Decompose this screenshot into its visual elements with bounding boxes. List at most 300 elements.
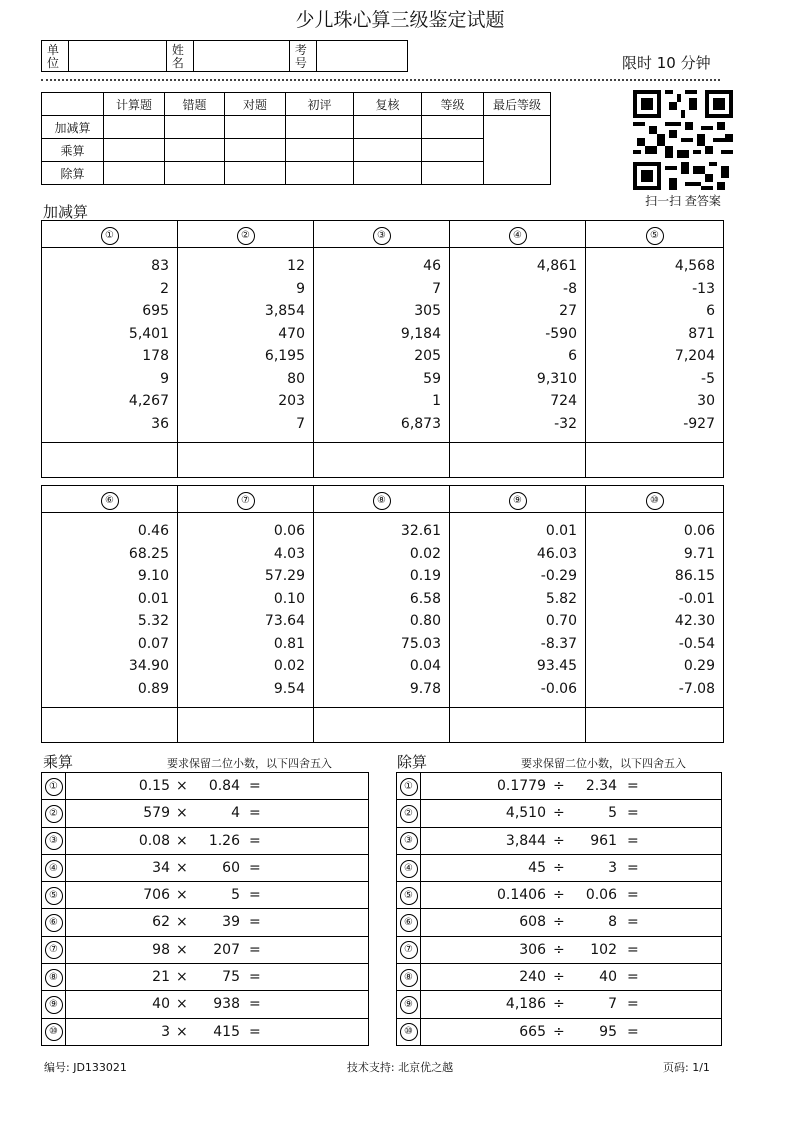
addend-value: 0.89: [137, 680, 169, 697]
score-table: [41, 92, 551, 185]
equals-sign: =: [627, 859, 639, 876]
problem-number-cell: [397, 964, 421, 991]
addend-value: 6: [706, 303, 715, 319]
qr-code-icon[interactable]: [633, 90, 733, 190]
score-header-cell: 错题: [165, 93, 225, 116]
number-column: [586, 513, 724, 708]
addend-value: 9.78: [409, 680, 441, 697]
problem-number-cell: [42, 800, 66, 827]
addend-value: 5,401: [128, 325, 169, 342]
expression-cell[interactable]: [421, 800, 722, 827]
problem-number-cell: [397, 1018, 421, 1045]
addend-value: 6.58: [409, 590, 441, 607]
addend-value: 7: [432, 280, 441, 297]
addend-value: 4,568: [674, 258, 715, 274]
problem-number-cell: [586, 486, 724, 513]
problem-number: ②: [237, 227, 255, 245]
equals-sign: =: [249, 859, 261, 876]
problem-number: ④: [45, 860, 63, 878]
equals-sign: =: [627, 941, 639, 958]
addend-value: 470: [278, 325, 305, 342]
operator-sign: ×: [176, 832, 188, 849]
expression-cell[interactable]: [421, 936, 722, 963]
addend-value: 0.01: [545, 523, 577, 539]
addend-value: 0.81: [273, 635, 305, 652]
score-cell[interactable]: [422, 116, 484, 139]
operand-a: 3: [161, 1023, 170, 1040]
score-header-cell: 对题: [225, 93, 286, 116]
division-row: [397, 1018, 722, 1045]
expression-cell[interactable]: [66, 773, 369, 800]
answer-cell[interactable]: [586, 443, 724, 478]
addend-value: 34.90: [128, 658, 169, 674]
expression-cell[interactable]: [66, 827, 369, 854]
problem-number: ⑦: [45, 941, 63, 959]
multiplication-row: [42, 882, 369, 909]
problem-number-cell: [178, 486, 314, 513]
division-section-label: 除算: [397, 753, 428, 771]
answer-cell[interactable]: [314, 708, 450, 743]
operator-sign: ÷: [553, 778, 565, 794]
operand-a: 62: [152, 914, 170, 931]
operator-sign: ÷: [553, 1023, 565, 1040]
addend-value: 46: [423, 258, 441, 274]
division-row: [397, 964, 722, 991]
footer-code: 编号: JD133021: [44, 1061, 127, 1074]
addend-value: 3,854: [264, 303, 305, 319]
problem-number: ⑦: [400, 941, 418, 959]
operator-sign: ÷: [553, 996, 565, 1013]
operator-sign: ÷: [553, 859, 565, 876]
problem-number: ⑧: [45, 969, 63, 987]
addend-value: 6: [568, 348, 577, 364]
addend-value: 4,861: [536, 258, 577, 274]
operand-a: 665: [519, 1023, 546, 1040]
problem-number: ③: [45, 832, 63, 850]
problem-number-cell: [42, 773, 66, 800]
addend-value: 80: [287, 370, 305, 387]
problem-number: ①: [400, 778, 418, 796]
answer-cell[interactable]: [178, 708, 314, 743]
expression-cell[interactable]: [421, 1018, 722, 1045]
equals-sign: =: [627, 832, 639, 849]
score-cell[interactable]: [104, 162, 165, 185]
problem-number: ①: [45, 778, 63, 796]
addend-value: 57.29: [264, 568, 305, 584]
operator-sign: ×: [176, 996, 188, 1013]
expression-cell[interactable]: [421, 882, 722, 909]
problem-number-cell: [450, 486, 586, 513]
name-label: 姓 名: [167, 41, 194, 71]
addend-value: 305: [414, 303, 441, 319]
problem-number-cell: [397, 773, 421, 800]
addend-value: 203: [278, 393, 305, 409]
operator-sign: ×: [176, 1023, 188, 1040]
problem-number-cell: [314, 221, 450, 248]
score-header-cell: 最后等级: [484, 93, 551, 116]
multiplication-row: [42, 800, 369, 827]
expression-cell[interactable]: [66, 964, 369, 991]
equals-sign: =: [627, 887, 639, 904]
problem-number-cell: [42, 854, 66, 881]
division-row: [397, 773, 722, 800]
addend-value: 7,204: [674, 348, 715, 364]
operand-a: 3,844: [505, 832, 546, 849]
score-cell[interactable]: [286, 116, 354, 139]
equals-sign: =: [627, 969, 639, 986]
problem-number: ⑨: [45, 996, 63, 1014]
score-cell[interactable]: [104, 116, 165, 139]
operand-b: 8: [608, 914, 617, 931]
problem-number-cell: [397, 827, 421, 854]
problem-number: ③: [400, 832, 418, 850]
multiplication-row: [42, 854, 369, 881]
score-cell[interactable]: [422, 139, 484, 162]
addend-value: 9,184: [400, 325, 441, 342]
problem-number-cell: [397, 909, 421, 936]
score-cell[interactable]: [286, 139, 354, 162]
answer-cell[interactable]: [586, 708, 724, 743]
addend-value: 5.32: [137, 613, 169, 629]
expression-cell[interactable]: [421, 909, 722, 936]
score-cell[interactable]: [354, 139, 422, 162]
equals-sign: =: [249, 887, 261, 904]
score-row-label: 乘算: [42, 139, 104, 162]
addend-value: 0.02: [409, 545, 441, 562]
operator-sign: ×: [176, 887, 188, 904]
equals-sign: =: [249, 914, 261, 931]
addend-value: 9.10: [137, 568, 169, 584]
equals-sign: =: [249, 805, 261, 822]
time-limit: 限时 10 分钟: [622, 54, 711, 72]
addend-value: 0.70: [545, 613, 577, 629]
footer-page: 页码: 1/1: [663, 1061, 710, 1074]
addend-value: 0.02: [273, 658, 305, 674]
problem-number: ②: [400, 805, 418, 823]
exam-no-field[interactable]: [317, 41, 407, 71]
answer-cell[interactable]: [42, 443, 178, 478]
problem-number-cell: [178, 221, 314, 248]
addend-value: 0.10: [273, 590, 305, 607]
addition-section-label: 加减算: [43, 203, 89, 221]
problem-number: ⑨: [509, 492, 527, 510]
operand-b: 95: [599, 1023, 617, 1040]
addend-value: 30: [697, 393, 715, 409]
operator-sign: ÷: [553, 941, 565, 958]
expression-cell[interactable]: [421, 827, 722, 854]
score-header-cell: [42, 93, 104, 116]
addend-value: 9: [160, 370, 169, 387]
operand-a: 0.15: [138, 778, 170, 794]
answer-cell[interactable]: [42, 708, 178, 743]
addend-value: 32.61: [400, 523, 441, 539]
expression-cell[interactable]: [66, 936, 369, 963]
problem-number: ⑥: [400, 914, 418, 932]
operand-a: 0.1779: [497, 778, 546, 794]
problem-number: ⑤: [400, 887, 418, 905]
score-cell[interactable]: [354, 162, 422, 185]
problem-number-cell: [450, 221, 586, 248]
problem-number: ⑥: [101, 492, 119, 510]
operand-b: 2.34: [585, 778, 617, 794]
score-cell[interactable]: [165, 139, 225, 162]
operand-a: 98: [152, 941, 170, 958]
equals-sign: =: [249, 941, 261, 958]
answer-cell[interactable]: [450, 708, 586, 743]
operator-sign: ÷: [553, 805, 565, 822]
problem-number: ②: [45, 805, 63, 823]
addend-value: 0.06: [273, 523, 305, 539]
name-field[interactable]: [194, 41, 290, 71]
answer-cell[interactable]: [314, 443, 450, 478]
addend-value: 9: [296, 280, 305, 297]
number-column: [178, 513, 314, 708]
problem-number-cell: [397, 882, 421, 909]
expression-cell[interactable]: [66, 854, 369, 881]
operand-b: 938: [213, 996, 240, 1013]
operator-sign: ×: [176, 859, 188, 876]
addend-value: 0.06: [683, 523, 715, 539]
problem-number: ①: [101, 227, 119, 245]
expression-cell[interactable]: [66, 800, 369, 827]
addend-value: 2: [160, 280, 169, 297]
expression-cell[interactable]: [66, 991, 369, 1018]
expression-cell[interactable]: [421, 854, 722, 881]
equals-sign: =: [627, 996, 639, 1013]
multiplication-row: [42, 827, 369, 854]
operator-sign: ×: [176, 805, 188, 822]
operand-b: 961: [590, 832, 617, 849]
operator-sign: ÷: [553, 887, 565, 904]
problem-number: ⑥: [45, 914, 63, 932]
operand-b: 4: [231, 805, 240, 822]
operand-a: 608: [519, 914, 546, 931]
equals-sign: =: [249, 996, 261, 1013]
division-note: 要求保留二位小数，以下四舍五入: [521, 757, 686, 770]
addend-value: -5: [701, 370, 715, 387]
multiplication-table: [41, 772, 369, 1046]
equals-sign: =: [249, 832, 261, 849]
score-row-label: 除算: [42, 162, 104, 185]
addend-value: 42.30: [674, 613, 715, 629]
addend-value: 9,310: [536, 370, 577, 387]
division-row: [397, 854, 722, 881]
info-box: [41, 40, 408, 72]
expression-cell[interactable]: [421, 964, 722, 991]
addend-value: 724: [550, 393, 577, 409]
operand-b: 3: [608, 859, 617, 876]
addend-value: 68.25: [128, 545, 169, 562]
unit-field[interactable]: [69, 41, 167, 71]
problem-number: ⑤: [45, 887, 63, 905]
operand-a: 34: [152, 859, 170, 876]
operand-b: 1.26: [208, 832, 240, 849]
operand-b: 415: [213, 1023, 240, 1040]
problem-number: ⑩: [646, 492, 664, 510]
addend-value: -13: [692, 280, 715, 297]
multiplication-row: [42, 909, 369, 936]
expression-cell[interactable]: [66, 909, 369, 936]
problem-number: ⑤: [646, 227, 664, 245]
addend-value: 27: [559, 303, 577, 319]
operator-sign: ÷: [553, 969, 565, 986]
addend-value: 0.01: [137, 590, 169, 607]
footer-support: 技术支持: 北京优之越: [346, 1061, 454, 1074]
operand-b: 39: [222, 914, 240, 931]
equals-sign: =: [627, 778, 639, 794]
operand-a: 45: [528, 859, 546, 876]
dotted-divider: [41, 79, 720, 81]
expression-cell[interactable]: [421, 991, 722, 1018]
problem-number-cell: [586, 221, 724, 248]
addend-value: 46.03: [536, 545, 577, 562]
score-cell[interactable]: [225, 139, 286, 162]
division-table: [396, 772, 722, 1046]
operand-a: 21: [152, 969, 170, 986]
operand-a: 240: [519, 969, 546, 986]
addend-value: 4.03: [273, 545, 305, 562]
addend-value: 695: [142, 303, 169, 319]
score-cell[interactable]: [354, 116, 422, 139]
addend-value: -8: [563, 280, 577, 297]
problem-number-cell: [42, 991, 66, 1018]
operator-sign: ×: [176, 914, 188, 931]
addend-value: 205: [414, 348, 441, 364]
multiplication-row: [42, 1018, 369, 1045]
addend-value: 0.46: [137, 523, 169, 539]
problem-number-cell: [42, 486, 178, 513]
answer-cell[interactable]: [178, 443, 314, 478]
score-cell[interactable]: [104, 139, 165, 162]
division-row: [397, 882, 722, 909]
score-cell[interactable]: [225, 116, 286, 139]
operator-sign: ×: [176, 969, 188, 986]
number-column: [314, 513, 450, 708]
expression-cell[interactable]: [66, 882, 369, 909]
score-cell[interactable]: [165, 162, 225, 185]
operator-sign: ×: [176, 941, 188, 958]
multiplication-row: [42, 964, 369, 991]
division-row: [397, 800, 722, 827]
addend-value: 178: [142, 348, 169, 364]
problem-number-cell: [314, 486, 450, 513]
operand-b: 7: [608, 996, 617, 1013]
addend-value: 73.64: [264, 613, 305, 629]
problem-number-cell: [42, 882, 66, 909]
score-cell[interactable]: [225, 162, 286, 185]
equals-sign: =: [249, 778, 261, 794]
equals-sign: =: [249, 1023, 261, 1040]
number-column: [178, 248, 314, 443]
equals-sign: =: [627, 805, 639, 822]
problem-number: ⑧: [373, 492, 391, 510]
score-cell[interactable]: [165, 116, 225, 139]
score-cell[interactable]: [286, 162, 354, 185]
addend-value: -590: [545, 325, 577, 342]
addend-value: 7: [296, 415, 305, 432]
equals-sign: =: [249, 969, 261, 986]
addend-value: 36: [151, 415, 169, 432]
operand-a: 4,186: [505, 996, 546, 1013]
addend-value: 83: [151, 258, 169, 274]
operator-sign: ×: [176, 778, 188, 794]
addend-value: -0.06: [540, 680, 577, 697]
block-spacer: [42, 478, 724, 486]
operand-b: 102: [590, 941, 617, 958]
division-row: [397, 991, 722, 1018]
addend-value: 9.54: [273, 680, 305, 697]
score-cell[interactable]: [422, 162, 484, 185]
operand-b: 5: [231, 887, 240, 904]
problem-number: ⑧: [400, 969, 418, 987]
addend-value: 86.15: [674, 568, 715, 584]
addend-value: 871: [688, 325, 715, 342]
score-row-label: 加减算: [42, 116, 104, 139]
problem-number-cell: [42, 936, 66, 963]
addend-value: -927: [683, 415, 715, 432]
operand-b: 75: [222, 969, 240, 986]
score-header-cell: 计算题: [104, 93, 165, 116]
number-column: [450, 248, 586, 443]
addend-value: 93.45: [536, 658, 577, 674]
answer-cell[interactable]: [450, 443, 586, 478]
multiplication-note: 要求保留二位小数，以下四舍五入: [167, 757, 332, 770]
equals-sign: =: [627, 1023, 639, 1040]
operand-b: 0.06: [585, 887, 617, 904]
operand-a: 706: [143, 887, 170, 904]
multiplication-row: [42, 936, 369, 963]
addend-value: -32: [554, 415, 577, 432]
addend-value: 59: [423, 370, 441, 387]
expression-cell[interactable]: [421, 773, 722, 800]
problem-number-cell: [42, 909, 66, 936]
problem-number-cell: [397, 800, 421, 827]
addend-value: 0.07: [137, 635, 169, 652]
multiplication-section-label: 乘算: [43, 753, 74, 771]
score-header-cell: 复核: [354, 93, 422, 116]
final-grade-cell[interactable]: [484, 116, 551, 185]
page-title: 少儿珠心算三级鉴定试题: [295, 9, 505, 31]
score-header-cell: 初评: [286, 93, 354, 116]
operand-b: 0.84: [208, 778, 240, 794]
addend-value: -0.29: [540, 568, 577, 584]
problem-number-cell: [397, 854, 421, 881]
division-row: [397, 827, 722, 854]
addend-value: -7.08: [678, 680, 715, 697]
operator-sign: ÷: [553, 914, 565, 931]
addend-value: 0.19: [409, 568, 441, 584]
expression-cell[interactable]: [66, 1018, 369, 1045]
exam-no-label: 考 号: [290, 41, 317, 71]
addend-value: 6,195: [264, 348, 305, 364]
addend-value: 9.71: [683, 545, 715, 562]
addend-value: 4,267: [128, 393, 169, 409]
equals-sign: =: [627, 914, 639, 931]
number-column: [450, 513, 586, 708]
addend-value: 0.29: [683, 658, 715, 674]
problem-number-cell: [42, 1018, 66, 1045]
operand-a: 579: [143, 805, 170, 822]
addend-value: 12: [287, 258, 305, 274]
qr-caption: 扫一扫 查答案: [645, 194, 721, 208]
addend-value: 0.04: [409, 658, 441, 674]
operand-b: 5: [608, 805, 617, 822]
addend-value: -0.01: [678, 590, 715, 607]
problem-number: ⑦: [237, 492, 255, 510]
operand-b: 40: [599, 969, 617, 986]
unit-label: 单 位: [42, 41, 69, 71]
problem-number: ⑩: [45, 1023, 63, 1041]
